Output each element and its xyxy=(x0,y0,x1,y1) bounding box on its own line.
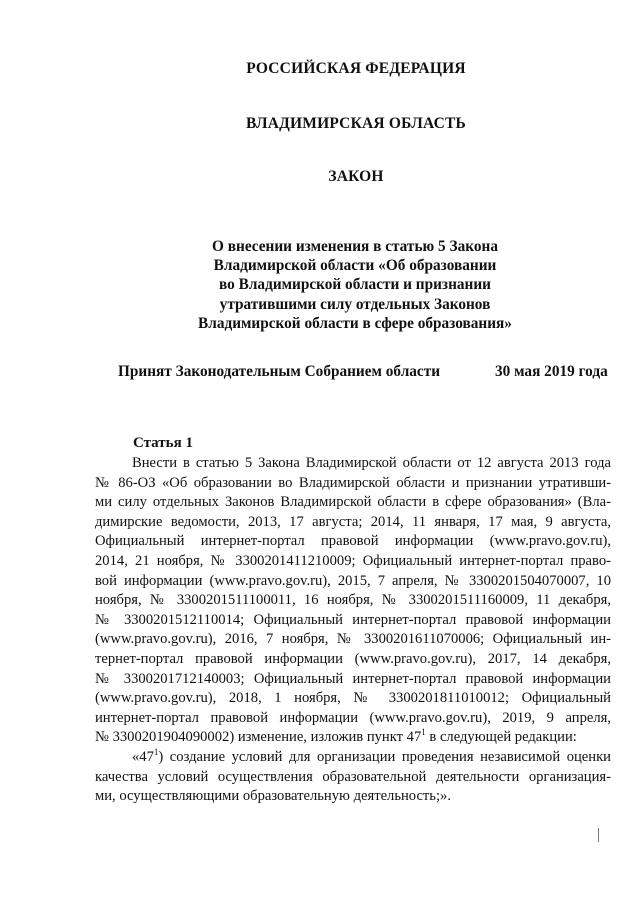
subject-line: утратившими силу отдельных Законов xyxy=(219,295,491,313)
margin-mark xyxy=(598,828,599,842)
region-heading: ВЛАДИМИРСКАЯ ОБЛАСТЬ xyxy=(246,115,466,132)
country-heading: РОССИЙСКАЯ ФЕДЕРАЦИЯ xyxy=(246,60,466,77)
body-line: (www.pravo.gov.ru), 2018, 1 ноября, № 3300201811010012; Официальный xyxy=(95,690,611,707)
subject-line: Владимирской области в сфере образования» xyxy=(198,314,512,332)
quote-line xyxy=(95,748,611,768)
superscript: 1 xyxy=(153,746,159,757)
body-line: ми силу отдельных Законов Владимирской области в сфере образования» (Вла- xyxy=(95,494,611,511)
body-line: 2014, 21 ноября, № 3300201411210009; Официальный интернет-портал право- xyxy=(95,552,611,569)
article-title: Статья 1 xyxy=(133,435,193,451)
quote-open: «47 xyxy=(132,748,154,765)
quote-line: качества условий осуществления образовательной деятельности организация- xyxy=(95,768,611,785)
body-line: Внести в статью 5 Закона Владимирской области от 12 августа 2013 года xyxy=(132,455,611,471)
body-line-amendment-intro xyxy=(95,728,611,748)
quote-line: ми, осуществляющими образовательную деятельность;». xyxy=(95,788,451,805)
body-line: тернет-портал правовой информации (www.pravo.gov.ru), 2017, 14 декабря, xyxy=(95,650,611,667)
body-line: № 3300201512110014; Официальный интернет-портал правовой информации xyxy=(95,611,611,628)
doc-type-heading: ЗАКОН xyxy=(328,168,384,185)
adoption-date: 30 мая 2019 года xyxy=(495,363,608,380)
adoption-text: Принят Законодательным Собранием области xyxy=(118,363,441,380)
body-line: № 86-ОЗ «Об образовании во Владимирской области и признании утративши- xyxy=(95,474,611,491)
amendment-intro-text: в следующей редакции: xyxy=(425,729,577,746)
body-line: № 3300201712140003; Официальный интернет-портал правовой информации xyxy=(95,670,611,687)
law-subject xyxy=(150,237,560,333)
body-line: вой информации (www.pravo.gov.ru), 2015, 7 апреля, № 3300201504070007, 10 xyxy=(95,572,611,589)
article-body xyxy=(95,454,611,807)
subject-line: О внесении изменения в статью 5 Закона xyxy=(212,238,498,255)
body-line: интернет-портал правовой информации (www.pravo.gov.ru), 2019, 9 апреля, xyxy=(95,709,611,726)
subject-line: во Владимирской области и признании xyxy=(219,276,491,294)
body-line: (www.pravo.gov.ru), 2016, 7 ноября, № 3300201611070006; Официальный ин- xyxy=(95,631,611,648)
body-line: димирские ведомости, 2013, 17 августа; 2014, 11 января, 17 мая, 9 августа, xyxy=(95,513,611,530)
subject-line: Владимирской области «Об образовании xyxy=(213,257,497,275)
amendment-intro-text: № 3300201904090002) изменение, изложив пункт 47 xyxy=(95,729,422,746)
body-line: Официальный интернет-портал правовой информации (www.pravo.gov.ru), xyxy=(95,533,611,550)
quote-text: ) создание условий для организации проведения независимой оценки xyxy=(158,748,611,765)
body-line: ноября, № 3300201511100011, 16 ноября, № 3300201511160009, 11 декабря, xyxy=(95,592,611,609)
superscript: 1 xyxy=(421,727,426,738)
